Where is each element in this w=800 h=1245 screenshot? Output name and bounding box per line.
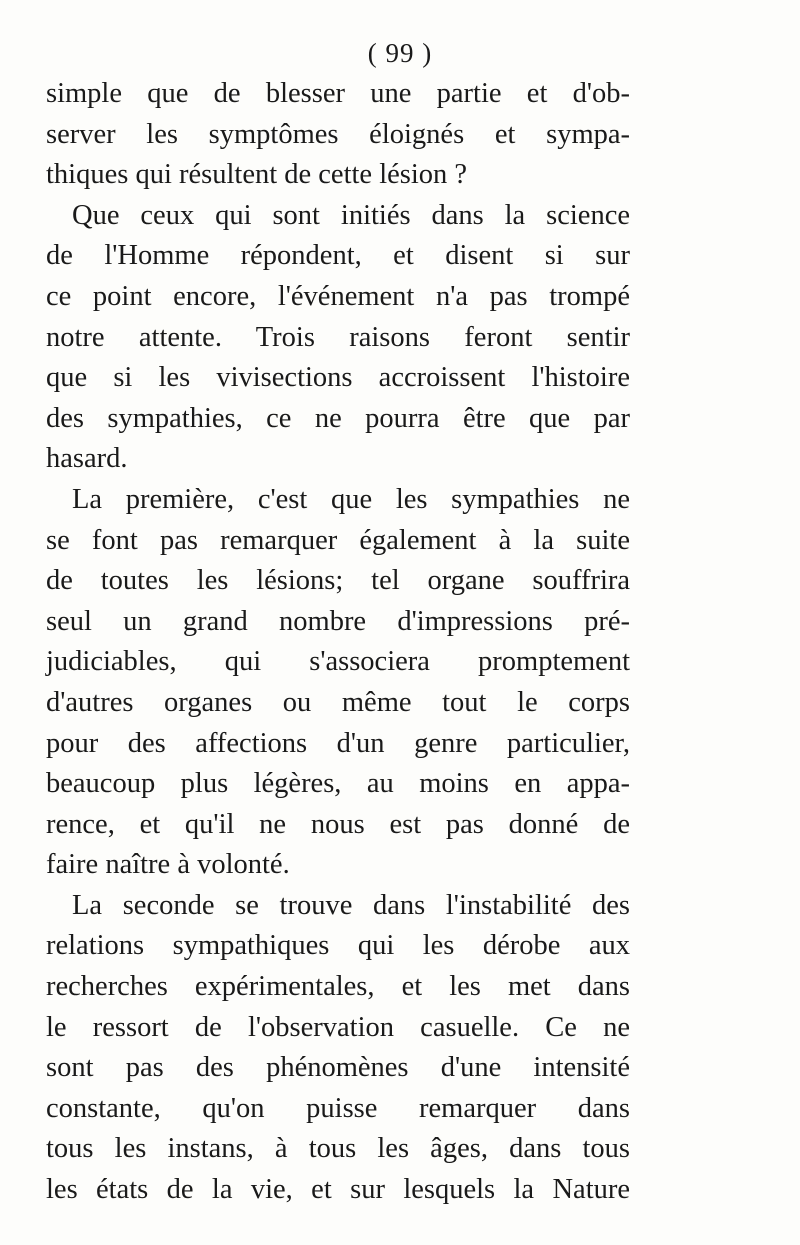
text-line: Que ceux qui sont initiés dans la science xyxy=(72,199,630,231)
text-line: de l'Homme répondent, et disent si sur xyxy=(46,240,630,272)
text-line: tous les instans, à tous les âges, dans tous xyxy=(46,1133,630,1165)
text-line: le ressort de l'observation casuelle. Ce ne xyxy=(46,1011,630,1043)
text-line: relations sympathiques qui les dérobe aux xyxy=(46,930,630,962)
text-line: hasard. xyxy=(46,443,128,475)
text-line: se font pas remarquer également à la suite xyxy=(46,524,630,556)
text-line: ce point encore, l'événement n'a pas trompé xyxy=(46,280,630,312)
text-line: La première, c'est que les sympathies ne xyxy=(72,483,630,515)
text-line: que si les vivisections accroissent l'histoire xyxy=(46,362,630,394)
text-line: sont pas des phénomènes d'une intensité xyxy=(46,1052,630,1084)
text-line: faire naître à volonté. xyxy=(46,849,290,881)
text-line: judiciables, qui s'associera promptement xyxy=(46,646,630,678)
text-line: de toutes les lésions; tel organe souffrira xyxy=(46,565,630,597)
text-line: seul un grand nombre d'impressions pré- xyxy=(46,605,630,637)
body-text xyxy=(46,74,630,1211)
text-line: pour des affections d'un genre particulier, xyxy=(46,727,630,759)
text-line: La seconde se trouve dans l'instabilité des xyxy=(72,889,630,921)
text-line: rence, et qu'il ne nous est pas donné de xyxy=(46,808,630,840)
text-line: simple que de blesser une partie et d'ob- xyxy=(46,78,630,109)
text-line: server les symptômes éloignés et sympa- xyxy=(46,118,630,150)
text-line: des sympathies, ce ne pourra être que par xyxy=(46,402,630,434)
text-line: constante, qu'on puisse remarquer dans xyxy=(46,1092,630,1124)
text-line: recherches expérimentales, et les met dans xyxy=(46,971,630,1003)
text-line: notre attente. Trois raisons feront sentir xyxy=(46,321,630,353)
text-line: beaucoup plus légères, au moins en appa- xyxy=(46,768,630,800)
page-number: ( 99 ) xyxy=(367,38,433,68)
text-line: d'autres organes ou même tout le corps xyxy=(46,686,630,718)
text-line: les états de la vie, et sur lesquels la Nature xyxy=(46,1174,630,1206)
text-line: thiques qui résultent de cette lésion ? xyxy=(46,159,468,191)
